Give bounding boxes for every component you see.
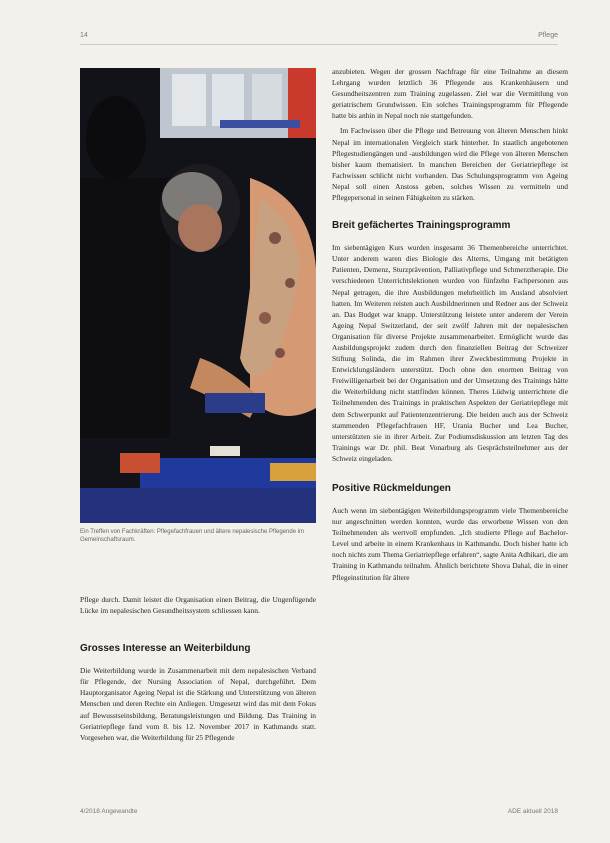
section-heading-interest: Grosses Interesse an Weiterbildung <box>80 643 251 655</box>
article-photo <box>80 68 316 523</box>
photo-illustration <box>80 68 316 523</box>
intro-text-2: Im Fachwissen über die Pflege und Betreuung von älteren Menschen hinkt Nepal im internationalen Vergleich stark hinterher. In staatlich angebotenen Pflegestudiengängen und -ausbildungen wird die Pflege von älteren Menschen bisher kaum thematisiert. In manchen Bereichen der Geriatriepflege ist Fachwissen schlicht nicht vorhanden. Das Schulungsprogramm von Ageing Nepal soll einen Anstoss geben, solches Wissen zu vermitteln und Pflegepersonal in seinen Fähigkeiten zu stärken. <box>332 126 568 203</box>
intro-text: anzubieten. Wegen der grossen Nachfrage für eine Teilnahme an diesem Lehrgang wurden letztlich 36 Pflegende aus Krankenhäusern und Gesundheitszentren zum Training zugelassen. Ziel war die Vermittlung von geriatrischem Grundwissen. Ein solches Trainingsprogramm für Pflegende hatte bis anhin in Nepal noch nie stattgefunden. <box>332 67 568 121</box>
right-column <box>332 66 568 587</box>
section-text-training: Im siebentägigen Kurs wurden insgesamt 36 Themenbereiche unterrichtet. Unter anderem waren dies Biologie des Alterns, Umgang mit betätigten Patienten, Demenz, Sturzprävention, Palliativpflege und Schmerztherapie. Die verschiedenen Unterrichtslektionen wurden von fünfzehn Fachpersonen aus Nepal getragen, die ihre Ausbildungen mehrheitlich im Ausland absolviert hatten. Im Weiteren reisten auch Ausbildnerinnen und Redner aus der Schweiz an. Das Budget war knapp. Unterstützung leistete unter anderem der Verein Ageing Nepal Switzerland, der seit zwölf Jahren mit der nepalesischen Organisation für diverse Projekte zusammenarbeitet. Ermöglicht wurde das Ausbildungsprojekt zudem durch den finanziellen Beitrag der Schweizer Stiftung Solinda, die im Rahmen ihrer Zweckbestimmung Projekte in Entwicklungsländern unterstützt. Doch ohne den enormen Beitrag von Freiwilligenarbeit bei der Organisation und der Umsetzung des Trainings hätte die Weiterbildung nicht stattfinden können. Theres Lüdwig unterrichtete die Teilnehmenden des Trainings in praktischen Aspekten der Geriatriepflege mit dem Schwerpunkt auf Patientenzentrierung. Die beiden auch aus der Schweiz stammenden Pflegefachfrauen HF, Urania Bucher und Lea Bucher, unterstützten sie in ihrer Arbeit. Zur Podiumsdiskussion am letzten Tag des Trainings war Dr. phil. Beat Vonarburg als Gesprächsteilnehmer aus der Schweiz eingeladen. <box>332 243 568 463</box>
section-text-interest: Die Weiterbildung wurde in Zusammenarbeit mit dem nepalesischen Verband für Pflegende, der Nursing Association of Nepal, durchgeführt. Dem Hauptorganisator Ageing Nepal ist die Stärkung und Unterstützung von älteren Menschen und deren Rechte ein Anliegen. Umgesetzt wird das mit dem Fokus auf Bewusstseinsbildung, Beratungsleistungen und Bildung. Das Training in Geriatriepflege fand vom 8. bis 12. November 2017 in Kathmandu statt. Vorgesehen war, die Weiterbildung für 25 Pflegende <box>80 666 316 742</box>
section-text-feedback: Auch wenn im siebentägigen Weiterbildungsprogramm viele Themenbereiche nur angeschnitten werden konnten, wurde das erworbene Wissen von den Teilnehmenden als wertvoll empfunden. „Ich studierte Pflege auf Bachelor-Level und arbeite in einem Krankenhaus in Kathmandu. Doch bisher hatte ich noch nichts zum Thema Geriatriepflege erfahren“, sagte Anita Adhikari, die am Training in Kathmandu teilnahm. Ähnlich berichtete Shova Dahal, die in einer Pflegeinstitution für ältere <box>332 506 568 582</box>
footer-left: 4/2018 Angewandte <box>80 808 138 815</box>
page-number: 14 <box>80 32 88 39</box>
section-label: Pflege <box>538 32 558 39</box>
header-divider <box>80 44 558 45</box>
page-header <box>80 32 558 44</box>
section-heading-training: Breit gefächertes Trainingsprogramm <box>332 220 511 232</box>
continued-text: Pflege durch. Damit leistet die Organisation einen Beitrag, die Ungenfügende Lücke im nepalesischen Gesundheitssystem schliessen kann. <box>80 595 316 616</box>
section-heading-feedback: Positive Rückmeldungen <box>332 483 451 494</box>
footer-right: ADE aktuell 2018 <box>507 808 558 815</box>
photo-caption: Ein Treffen von Fachkräften: Pflegefachfrauen und ältere nepalesische Pflegende im Gemeinschaftsraum. <box>80 529 305 543</box>
left-column <box>80 594 316 747</box>
